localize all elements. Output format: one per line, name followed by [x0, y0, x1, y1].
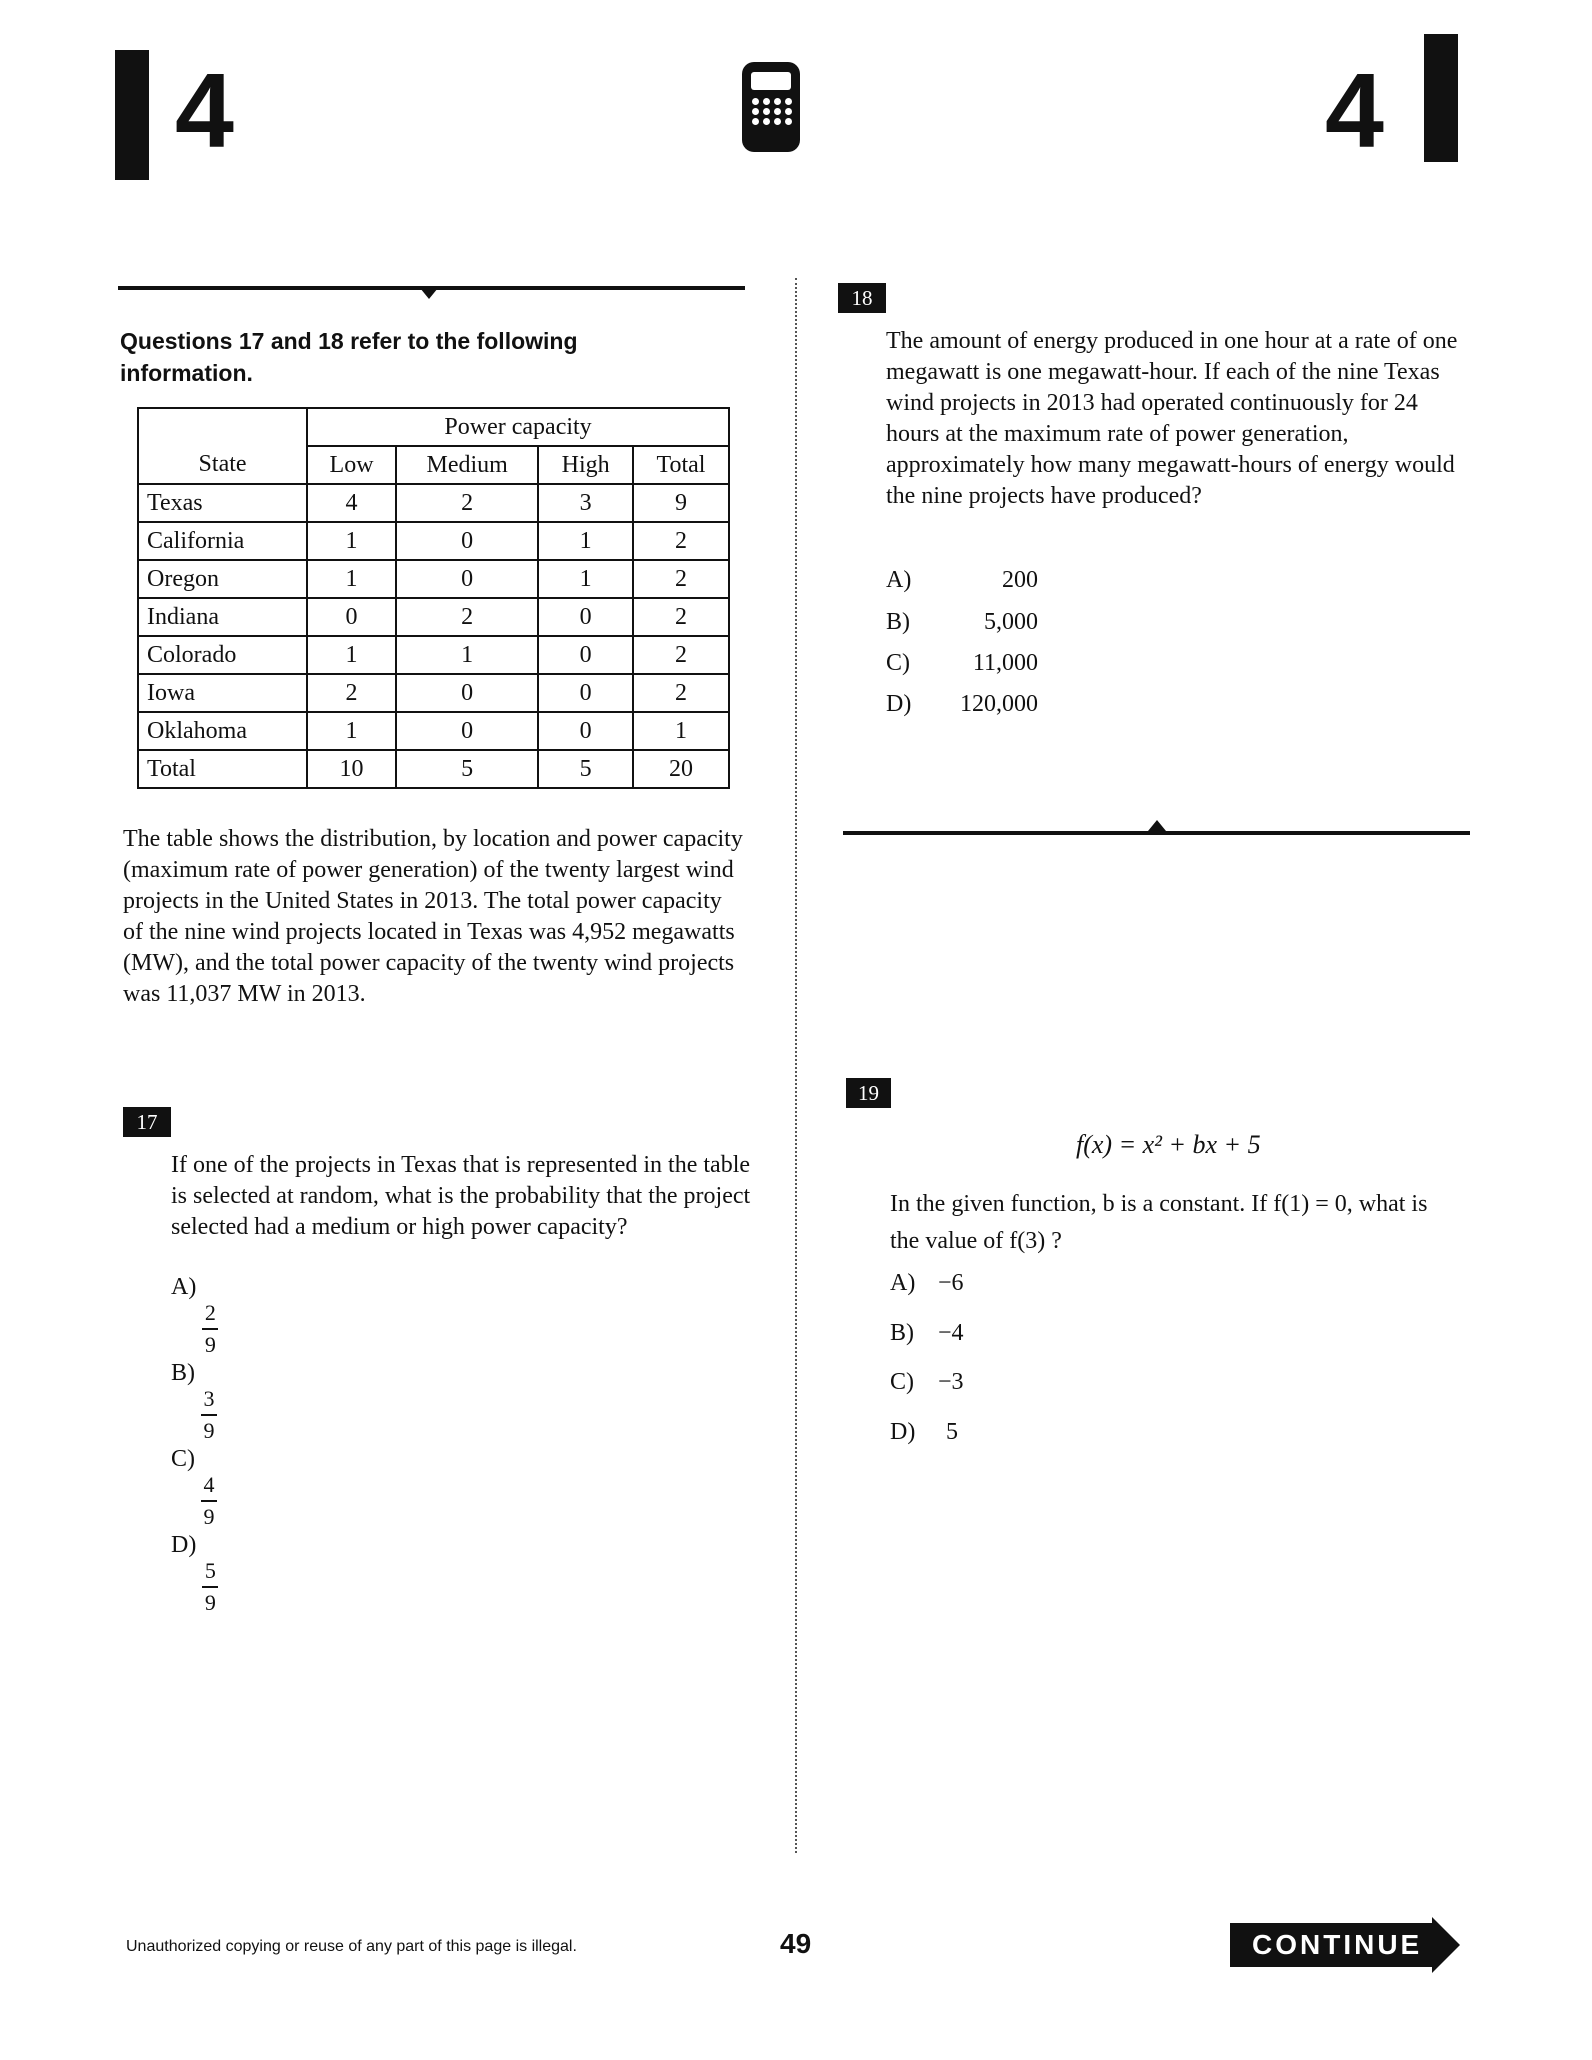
answer-choice-17a[interactable] — [171, 1274, 218, 1357]
function-equation: f(x) = x² + bx + 5 — [1076, 1130, 1261, 1159]
table-cell: 1 — [538, 560, 633, 598]
question-number-19: 19 — [846, 1078, 891, 1108]
table-row — [138, 636, 729, 674]
fraction — [201, 1387, 217, 1443]
answer-choice-18c[interactable] — [886, 648, 1038, 678]
fraction — [202, 1559, 218, 1615]
answer-choice-17b[interactable] — [171, 1360, 217, 1443]
table-row — [138, 598, 729, 636]
section-number-right: 4 — [1325, 52, 1384, 170]
divider-arrow-up — [1148, 820, 1166, 831]
continue-button[interactable] — [1230, 1917, 1460, 1973]
answer-choice-19d[interactable] — [890, 1417, 958, 1447]
table-cell: 0 — [396, 560, 538, 598]
column-header: High — [538, 446, 633, 484]
wind-projects-table — [137, 407, 730, 789]
choice-letter: B) — [171, 1360, 195, 1386]
table-row — [138, 484, 729, 522]
table-cell: 2 — [396, 484, 538, 522]
choice-value: −6 — [938, 1270, 964, 1296]
choice-value: 5,000 — [984, 609, 1038, 635]
arrow-right-icon — [1432, 1917, 1460, 1973]
table-cell: 0 — [307, 598, 396, 636]
table-cell: 0 — [396, 674, 538, 712]
table-cell: Indiana — [138, 598, 307, 636]
answer-choice-18a[interactable] — [886, 565, 1038, 595]
choice-value: 200 — [1002, 567, 1038, 593]
choice-letter: C) — [886, 650, 910, 676]
choice-letter: A) — [890, 1270, 916, 1296]
table-cell: 1 — [307, 712, 396, 750]
table-cell: 1 — [396, 636, 538, 674]
numerator: 2 — [204, 1300, 216, 1325]
choice-letter: B) — [890, 1320, 914, 1346]
choice-value: 120,000 — [960, 691, 1038, 717]
table-row — [138, 560, 729, 598]
question-19-stem: In the given function, b is a constant. If f(1) = 0, what is the value of f(3) ? — [890, 1191, 1428, 1254]
passage-intro: Questions 17 and 18 refer to the following information. — [120, 328, 578, 386]
continue-label: CONTINUE — [1230, 1923, 1432, 1967]
table-cell: Iowa — [138, 674, 307, 712]
calculator-icon — [742, 62, 800, 152]
answer-choice-18d[interactable] — [886, 689, 1038, 719]
answer-choice-19a[interactable] — [890, 1268, 964, 1298]
choice-letter: C) — [171, 1446, 195, 1472]
table-row — [138, 522, 729, 560]
table-cell: 3 — [538, 484, 633, 522]
answer-choice-17c[interactable] — [171, 1446, 217, 1529]
table-cell: 0 — [538, 636, 633, 674]
question-18-stem: The amount of energy produced in one hour at a rate of one megawatt is one megawatt-hour. If each of the nine Texas wind projects in 2013 had operated continuously for 24 hours at the maximum rate of power generation, approximately how many megawatt-hours of energy would the nine projects have produced? — [886, 328, 1458, 509]
table-cell: 0 — [538, 598, 633, 636]
table-cell: 1 — [307, 560, 396, 598]
numerator: 3 — [203, 1386, 215, 1411]
table-cell: 2 — [396, 598, 538, 636]
table-row — [138, 712, 729, 750]
question-number-17: 17 — [123, 1107, 171, 1137]
choice-letter: C) — [890, 1369, 914, 1395]
answer-choice-18b[interactable] — [886, 607, 1038, 637]
answer-choice-17d[interactable] — [171, 1532, 218, 1615]
choice-letter: A) — [886, 567, 912, 593]
table-cell: 0 — [396, 522, 538, 560]
denominator: 9 — [203, 1504, 215, 1529]
table-cell: 2 — [633, 560, 729, 598]
choice-letter: B) — [886, 609, 910, 635]
section-number-left: 4 — [175, 52, 234, 170]
choice-letter: D) — [886, 691, 912, 717]
section-divider-right — [843, 831, 1470, 835]
table-cell: 1 — [633, 712, 729, 750]
table-cell: 2 — [633, 674, 729, 712]
choice-letter: D) — [890, 1419, 916, 1445]
divider-arrow-down — [420, 288, 438, 299]
table-cell: 4 — [307, 484, 396, 522]
table-cell: 2 — [633, 636, 729, 674]
table-cell: 1 — [307, 522, 396, 560]
table-cell: 2 — [633, 522, 729, 560]
table-cell: 0 — [396, 712, 538, 750]
table-cell: 5 — [396, 750, 538, 788]
choice-letter: D) — [171, 1532, 197, 1558]
passage-text: The table shows the distribution, by location and power capacity (maximum rate of power generation) of the twenty largest wind projects in the United States in 2013. The total power capacity of the nine wind projects located in Texas was 4,952 megawatts (MW), and the total power capacity of the twenty wind projects was 11,037 MW in 2013. — [123, 826, 743, 1007]
choice-letter: A) — [171, 1274, 197, 1300]
numerator: 4 — [203, 1472, 215, 1497]
column-header: Total — [633, 446, 729, 484]
table-cell: Oregon — [138, 560, 307, 598]
choice-value: −3 — [938, 1369, 964, 1395]
table-cell: Colorado — [138, 636, 307, 674]
table-cell: Texas — [138, 484, 307, 522]
group-header: Power capacity — [307, 408, 729, 446]
choice-value: 11,000 — [972, 650, 1038, 676]
section-bar-left — [115, 50, 149, 180]
choice-value: −4 — [938, 1320, 964, 1346]
column-header: Low — [307, 446, 396, 484]
table-cell: 20 — [633, 750, 729, 788]
table-cell: 9 — [633, 484, 729, 522]
denominator: 9 — [204, 1590, 216, 1615]
fraction — [201, 1473, 217, 1529]
question-17-stem: If one of the projects in Texas that is represented in the table is selected at random, what is the probability that the project selected had a medium or high power capacity? — [171, 1152, 751, 1240]
column-header: Medium — [396, 446, 538, 484]
table-cell: 0 — [538, 674, 633, 712]
table-cell: 1 — [307, 636, 396, 674]
table-cell: 5 — [538, 750, 633, 788]
table-cell: 2 — [633, 598, 729, 636]
denominator: 9 — [203, 1418, 215, 1443]
table-cell: 2 — [307, 674, 396, 712]
copyright-notice: Unauthorized copying or reuse of any part of this page is illegal. — [126, 1938, 577, 1955]
table-row — [138, 674, 729, 712]
table-cell: California — [138, 522, 307, 560]
table-cell: 10 — [307, 750, 396, 788]
section-bar-right — [1424, 34, 1458, 162]
table-cell: 1 — [538, 522, 633, 560]
page-number: 49 — [780, 1928, 812, 1959]
table-cell: Oklahoma — [138, 712, 307, 750]
denominator: 9 — [204, 1332, 216, 1357]
table-cell: Total — [138, 750, 307, 788]
table-row — [138, 750, 729, 788]
choice-value: 5 — [946, 1419, 958, 1445]
column-header: State — [138, 446, 307, 484]
question-number-18: 18 — [838, 283, 886, 313]
answer-choice-19b[interactable] — [890, 1318, 964, 1348]
fraction — [202, 1301, 218, 1357]
numerator: 5 — [204, 1558, 216, 1583]
table-cell: 0 — [538, 712, 633, 750]
answer-choice-19c[interactable] — [890, 1367, 964, 1397]
column-divider — [795, 278, 797, 1853]
